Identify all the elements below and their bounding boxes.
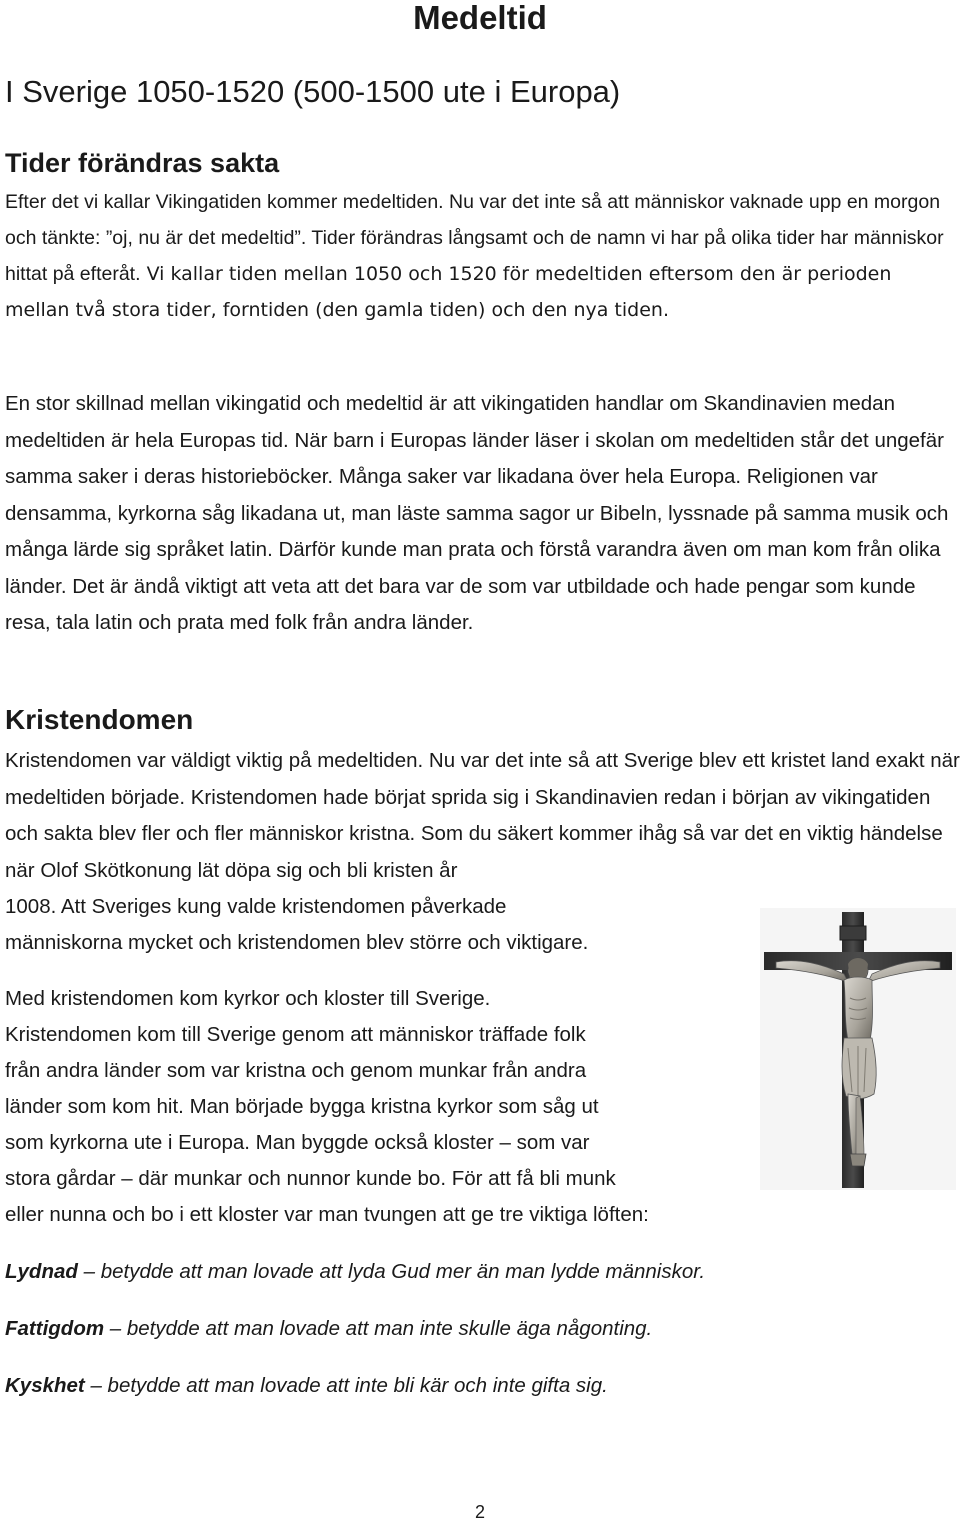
section-heading-kristendomen: Kristendomen [5,704,194,735]
vow-term: Kyskhet [5,1374,85,1397]
vow-term: Lydnad [5,1260,78,1283]
vow-text: – betydde att man lovade att man inte skulle äga någonting. [104,1317,653,1340]
paragraph-krist-line6: människorna mycket och kristendomen blev större och viktigare. [5,931,589,954]
vow-lydnad [5,1257,960,1287]
vow-fattigdom [5,1314,960,1344]
paragraph-kloster-line: Kristendomen kom till Sverige genom att människor träffade folk [5,1023,586,1046]
page-number: 2 [474,1502,485,1522]
paragraph-kloster-line: eller nunna och bo i ett kloster var man tvungen att ge tre viktiga löften: [5,1203,649,1226]
crucifix-icon [760,908,956,1190]
paragraph-kloster-line: Med kristendomen kom kyrkor och kloster till Sverige. [5,987,491,1010]
vow-text: – betydde att man lovade att lyda Gud mer än man lydde människor. [77,1260,706,1283]
paragraph-tider-intro-cont-text: Vi kallar tiden mellan 1050 och 1520 för medeltiden eftersom den är perioden mellan två stora tider, forntiden (den gamla tiden) och den nya tiden. [5,263,892,321]
vow-kyskhet [5,1371,960,1401]
vow-text: – betydde att man lovade att inte bli kär och inte gifta sig. [84,1374,608,1397]
section-heading-tider: Tider förändras sakta [5,148,280,178]
vow-term: Fattigdom [5,1317,105,1340]
page-subtitle: I Sverige 1050-1520 (500-1500 ute i Europa) [5,74,621,109]
paragraph-tider-intro-arial: Efter det vi kallar Vikingatiden kommer medeltiden. Nu var det inte så att människor vaknade upp en morgon och tänkte: ”oj, nu är det medeltid”. Tider förändras långsamt och de namn vi har på olika tider har människor hittat på efteråt. [5,191,944,285]
paragraph-krist-line5: 1008. Att Sveriges kung valde kristendomen påverkade [5,895,507,918]
page-title: Medeltid [413,0,547,36]
paragraph-tider-intro [5,184,960,328]
paragraph-kloster-line: från andra länder som var kristna och genom munkar från andra [5,1059,587,1082]
paragraph-kloster-line: länder som kom hit. Man började bygga kristna kyrkor som såg ut [5,1095,599,1118]
crucifix-image [760,908,956,1190]
paragraph-kloster-line: som kyrkorna ute i Europa. Man byggde också kloster – som var [5,1131,590,1154]
paragraph-tider-europe: En stor skillnad mellan vikingatid och medeltid är att vikingatiden handlar om Skandinavien medan medeltiden är hela Europas tid. När barn i Europas länder läser i skolan om medeltiden står det ungefär samma saker i deras historieböcker. Många saker var likadana över hela Europa. Religionen var densamma, kyrkorna såg likadana ut, man läste samma sagor ur Bibeln, lyssnade på samma musik och många lärde sig språket latin. Därför kunde man prata och förstå varandra även om man kom från olika länder. Det är ändå viktigt att veta att det bara var de som var utbildade och hade pengar som kunde resa, tala latin och prata med folk från andra länder. [5,392,949,634]
paragraph-kloster-line: stora gårdar – där munkar och nunnor kunde bo. För att få bli munk [5,1167,616,1190]
paragraph-krist-intro: Kristendomen var väldigt viktig på medeltiden. Nu var det inte så att Sverige blev ett kristet land exakt när medeltiden började. Kristendomen hade börjat sprida sig i Skandinavien redan i början av vikingatiden och sakta blev fler och fler människor kristna. Som du säkert kommer ihåg så var det en viktig händelse när Olof Skötkonung lät döpa sig och bli kristen år [5,749,960,882]
